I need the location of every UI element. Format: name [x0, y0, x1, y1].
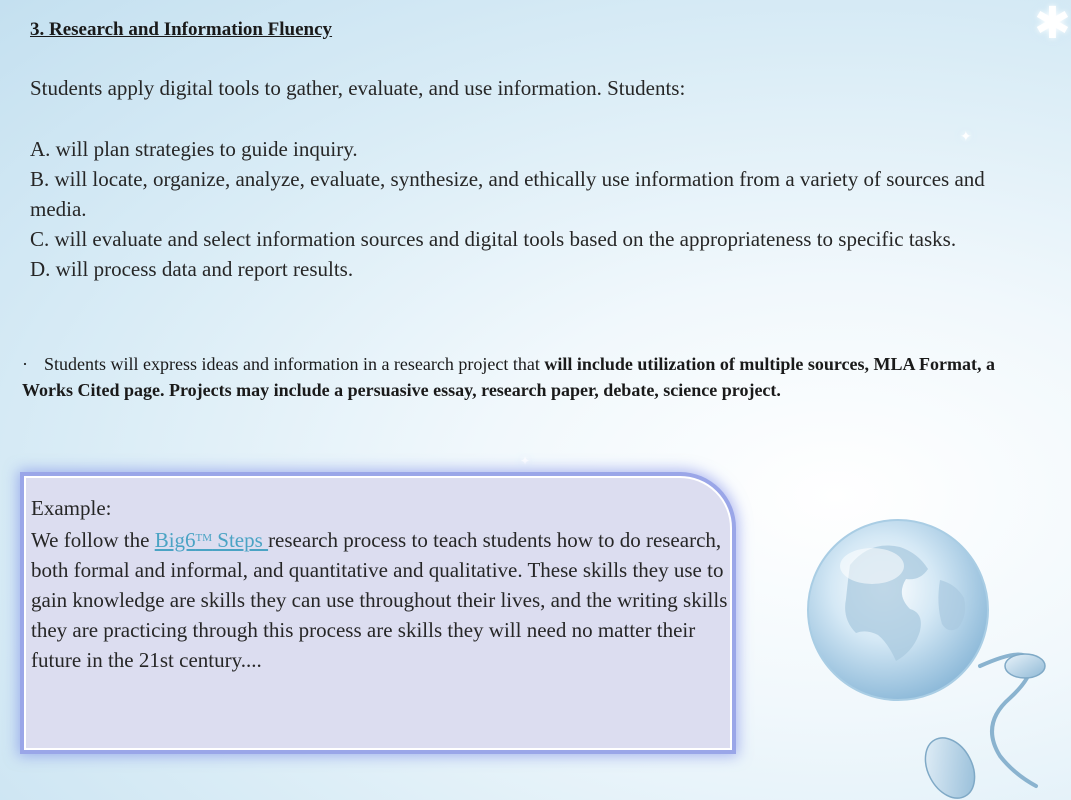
- bullet-plain-text: Students will express ideas and information in a research project that: [44, 354, 545, 374]
- slide-heading: 3. Research and Information Fluency: [30, 19, 333, 40]
- standard-intro: Students apply digital tools to gather, evaluate, and use information. Students:: [30, 76, 686, 100]
- example-body: [31, 523, 731, 675]
- mouse-icon: [916, 729, 985, 800]
- trademark-mark: TM: [195, 532, 213, 544]
- standard-item-c: C. will evaluate and select information sources and digital tools based on the appropriateness to specific tasks.: [30, 227, 957, 251]
- example-prefix: We follow the: [31, 528, 155, 552]
- sparkle-icon: ✦: [520, 454, 531, 468]
- standard-item-b: B. will locate, organize, analyze, evaluate, synthesize, and ethically use information from a variety of sources and media.: [30, 167, 985, 221]
- bullet-icon: ·: [22, 354, 28, 374]
- bullet-bold-text: will include utilization of multiple sources, MLA Format, a Works Cited page. Projects may include a persuasive essay, research paper, debate, science project.: [22, 354, 996, 400]
- standard-description: [30, 73, 1040, 284]
- globe-highlight: [840, 548, 904, 584]
- big6-link-text: Big6: [154, 528, 196, 552]
- mouse-icon: [1005, 654, 1045, 678]
- example-body-text: research process to teach students how to do research, both formal and informal, and quantitative and qualitative. These skills they use to gain knowledge are skills they can use throughout their lives, and the writing skills they are practicing through this process are skills they will need no matter their future in the 21st century....: [31, 528, 728, 672]
- standard-item-d: D. will process data and report results.: [30, 257, 354, 281]
- big6-link-suffix: Steps: [212, 528, 269, 552]
- example-text: [31, 493, 731, 675]
- example-label: Example:: [31, 496, 112, 520]
- big6-steps-link[interactable]: [155, 528, 268, 552]
- standard-item-a: A. will plan strategies to guide inquiry.: [30, 137, 358, 161]
- sparkle-icon: ✦: [960, 129, 972, 145]
- sparkle-icon: ✱: [1034, 0, 1071, 49]
- globe-mouse-illustration: [780, 470, 1060, 800]
- project-bullet: [22, 351, 1032, 403]
